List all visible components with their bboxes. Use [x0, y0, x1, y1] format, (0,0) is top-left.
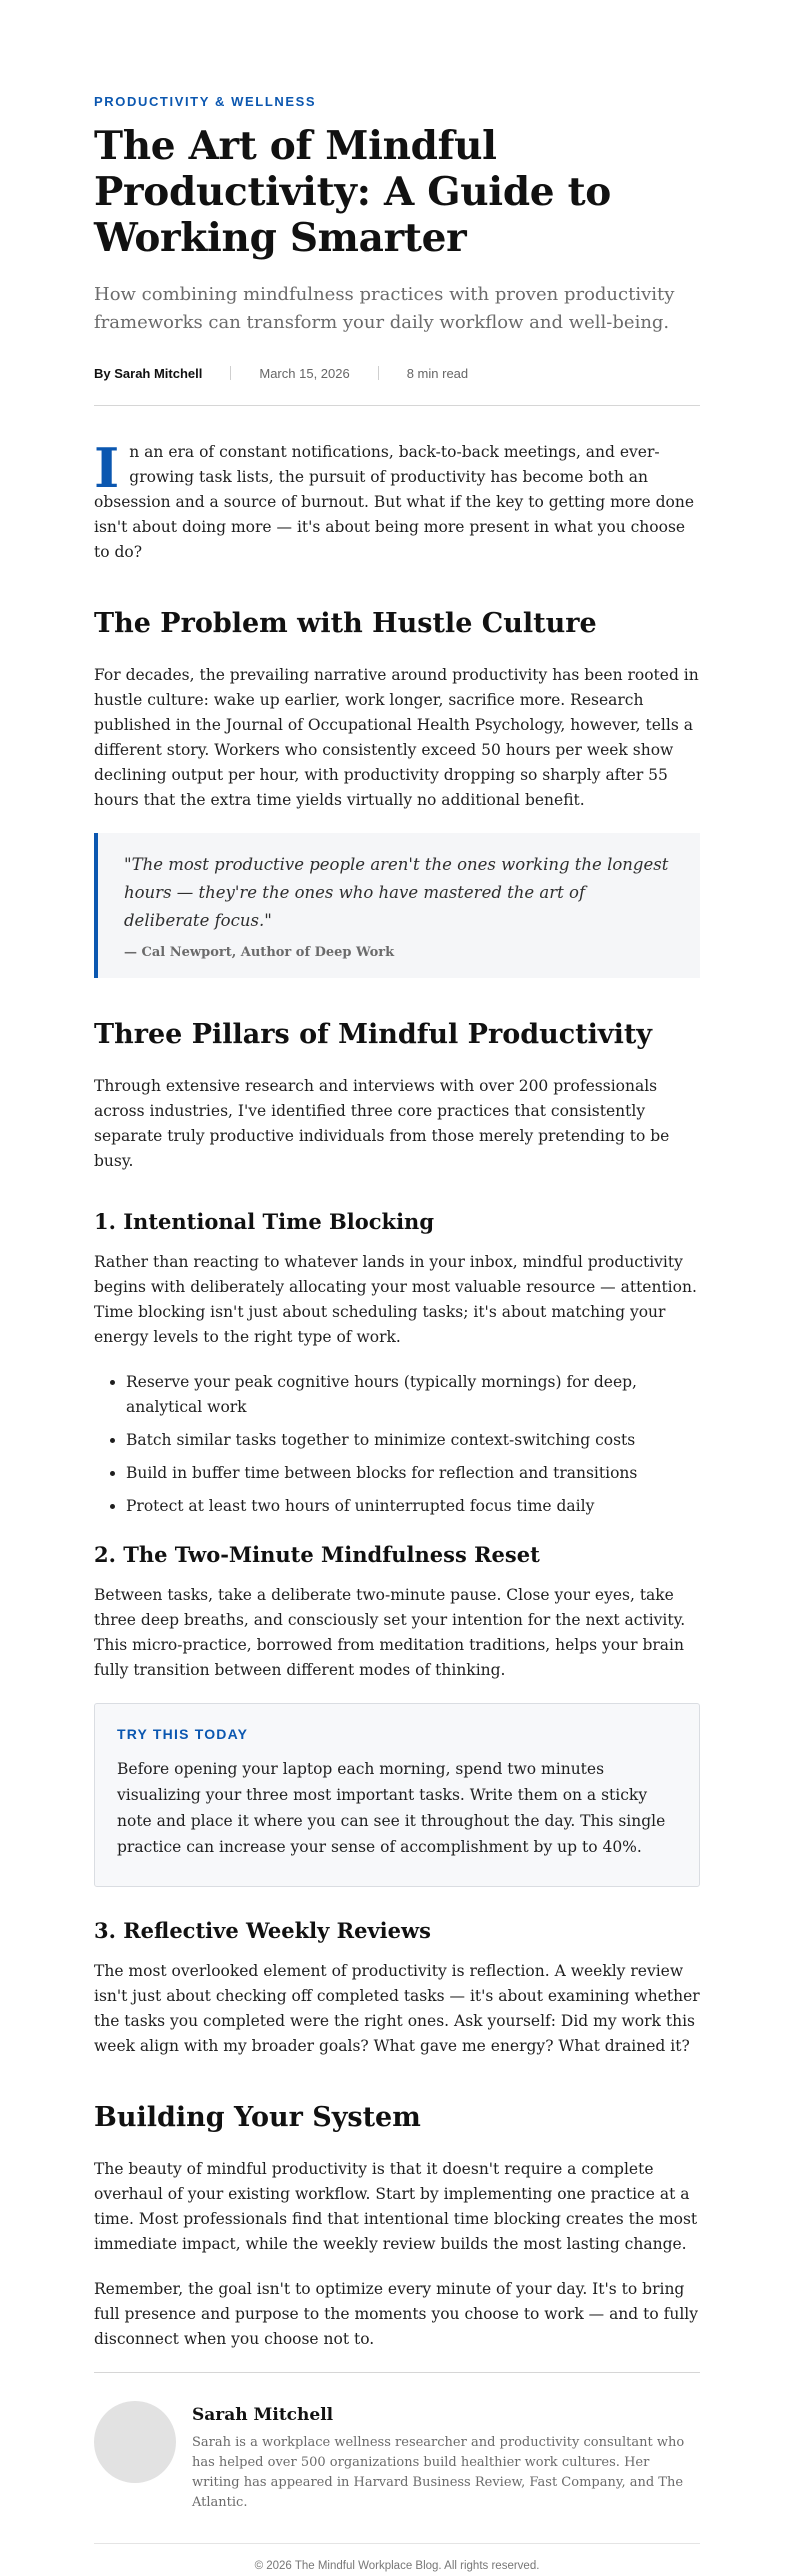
- section-heading-pillars: Three Pillars of Mindful Productivity: [94, 1019, 652, 1050]
- quote-text: "The most productive people aren't the ones working the longest hours — they're the ones who have mastered the art of deliberate focus.": [124, 855, 669, 930]
- author-byline[interactable]: By Sarah Mitchell: [94, 365, 203, 381]
- pillar-heading-mindfulness-reset: 2. The Two-Minute Mindfulness Reset: [94, 1542, 540, 1567]
- list-item: • Build in buffer time between blocks for reflection and transitions: [126, 1461, 700, 1486]
- pillar-heading-time-blocking: 1. Intentional Time Blocking: [94, 1209, 434, 1234]
- author-info: [192, 2401, 700, 2513]
- author-bio: Sarah is a workplace wellness researcher and productivity consultant who has helped over 500 organizations build healthier work cultures. Her writing has appeared in Harvard Business Review, Fast Company, and The Atlantic.: [192, 2435, 685, 2510]
- system-paragraph-2: Remember, the goal isn't to optimize every minute of your day. It's to bring full presence and purpose to the moments you choose to work — and to fully disconnect when you choose not to.: [94, 2280, 699, 2348]
- quote-citation: — Cal Newport, Author of Deep Work: [124, 945, 395, 960]
- intro-text: n an era of constant notifications, back-to-back meetings, and ever-growing task lists, the pursuit of productivity has become both an obsession and a source of burnout. But what if the key to getting more done isn't about doing more — it's about being more present in what you choose to do?: [94, 443, 695, 561]
- author-name[interactable]: Sarah Mitchell: [192, 2405, 334, 2425]
- weekly-reviews-paragraph: The most overlooked element of productivity is reflection. A weekly review isn't just about checking off completed tasks — it's about examining whether the tasks you completed were the right ones. Ask yourself: Did my work this week align with my broader goals? What gave me energy? What drained it?: [94, 1962, 700, 2055]
- meta-divider: [378, 366, 379, 380]
- article-meta: [94, 363, 700, 406]
- section-heading-hustle: The Problem with Hustle Culture: [94, 608, 597, 639]
- time-blocking-paragraph: Rather than reacting to whatever lands in your inbox, mindful productivity begins with deliberately allocating your most valuable resource — attention. Time blocking isn't just about scheduling tasks; it's about matching your energy levels to the right type of work.: [94, 1253, 697, 1346]
- tip-callout: [94, 1703, 700, 1887]
- list-item: • Reserve your peak cognitive hours (typically mornings) for deep, analytical work: [126, 1370, 700, 1420]
- publish-date: March 15, 2026: [259, 365, 350, 381]
- hustle-paragraph: For decades, the prevailing narrative around productivity has been rooted in hustle culture: wake up earlier, work longer, sacrifice more. Research published in the Journal of Occupational Health Psychology, however, tells a different story. Workers who consistently exceed 50 hours per week show declining output per hour, with productivity dropping so sharply after 55 hours that the extra time yields virtually no additional benefit.: [94, 666, 699, 809]
- footer-copyright: © 2026 The Mindful Workplace Blog. All rights reserved.: [254, 2560, 540, 2572]
- tip-title: TRY THIS TODAY: [117, 1726, 249, 1742]
- read-time: 8 min read: [406, 365, 469, 381]
- pull-quote: [94, 833, 700, 978]
- drop-cap: I: [94, 436, 120, 500]
- article-category[interactable]: PRODUCTIVITY & WELLNESS: [94, 94, 317, 109]
- pillar-heading-weekly-reviews: 3. Reflective Weekly Reviews: [94, 1918, 431, 1943]
- avatar: [94, 2401, 176, 2483]
- section-heading-system: Building Your System: [94, 2102, 421, 2133]
- system-paragraph-1: The beauty of mindful productivity is that it doesn't require a complete overhaul of your existing workflow. Start by implementing one practice at a time. Most professionals find that intentional time blocking creates the most immediate impact, while the weekly review builds the most lasting change.: [94, 2160, 698, 2253]
- time-blocking-list: [94, 1370, 700, 1519]
- article-page: [94, 0, 700, 2572]
- list-item: • Batch similar tasks together to minimize context-switching costs: [126, 1428, 700, 1453]
- tip-body: Before opening your laptop each morning, spend two minutes visualizing your three most important tasks. Write them on a sticky note and place it where you can see it throughout the day. This single practice can increase your sense of accomplishment by up to 40%.: [117, 1760, 666, 1856]
- article-subtitle: How combining mindfulness practices with proven productivity frameworks can transform your daily workflow and well-being.: [94, 284, 675, 333]
- author-bio-box: [94, 2372, 700, 2544]
- article-title: The Art of Mindful Productivity: A Guide to Working Smarter: [94, 123, 612, 261]
- pillars-paragraph: Through extensive research and interviews with over 200 professionals across industries, I've identified three core practices that consistently separate truly productive individuals from those merely pretending to be busy.: [94, 1077, 670, 1170]
- article-body: [94, 406, 700, 2352]
- intro-paragraph: [94, 436, 700, 565]
- mindfulness-reset-paragraph: Between tasks, take a deliberate two-minute pause. Close your eyes, take three deep breaths, and consciously set your intention for the next activity. This micro-practice, borrowed from meditation traditions, helps your brain fully transition between different modes of thinking.: [94, 1586, 686, 1679]
- meta-divider: [230, 366, 231, 380]
- list-item: • Protect at least two hours of uninterrupted focus time daily: [126, 1494, 700, 1519]
